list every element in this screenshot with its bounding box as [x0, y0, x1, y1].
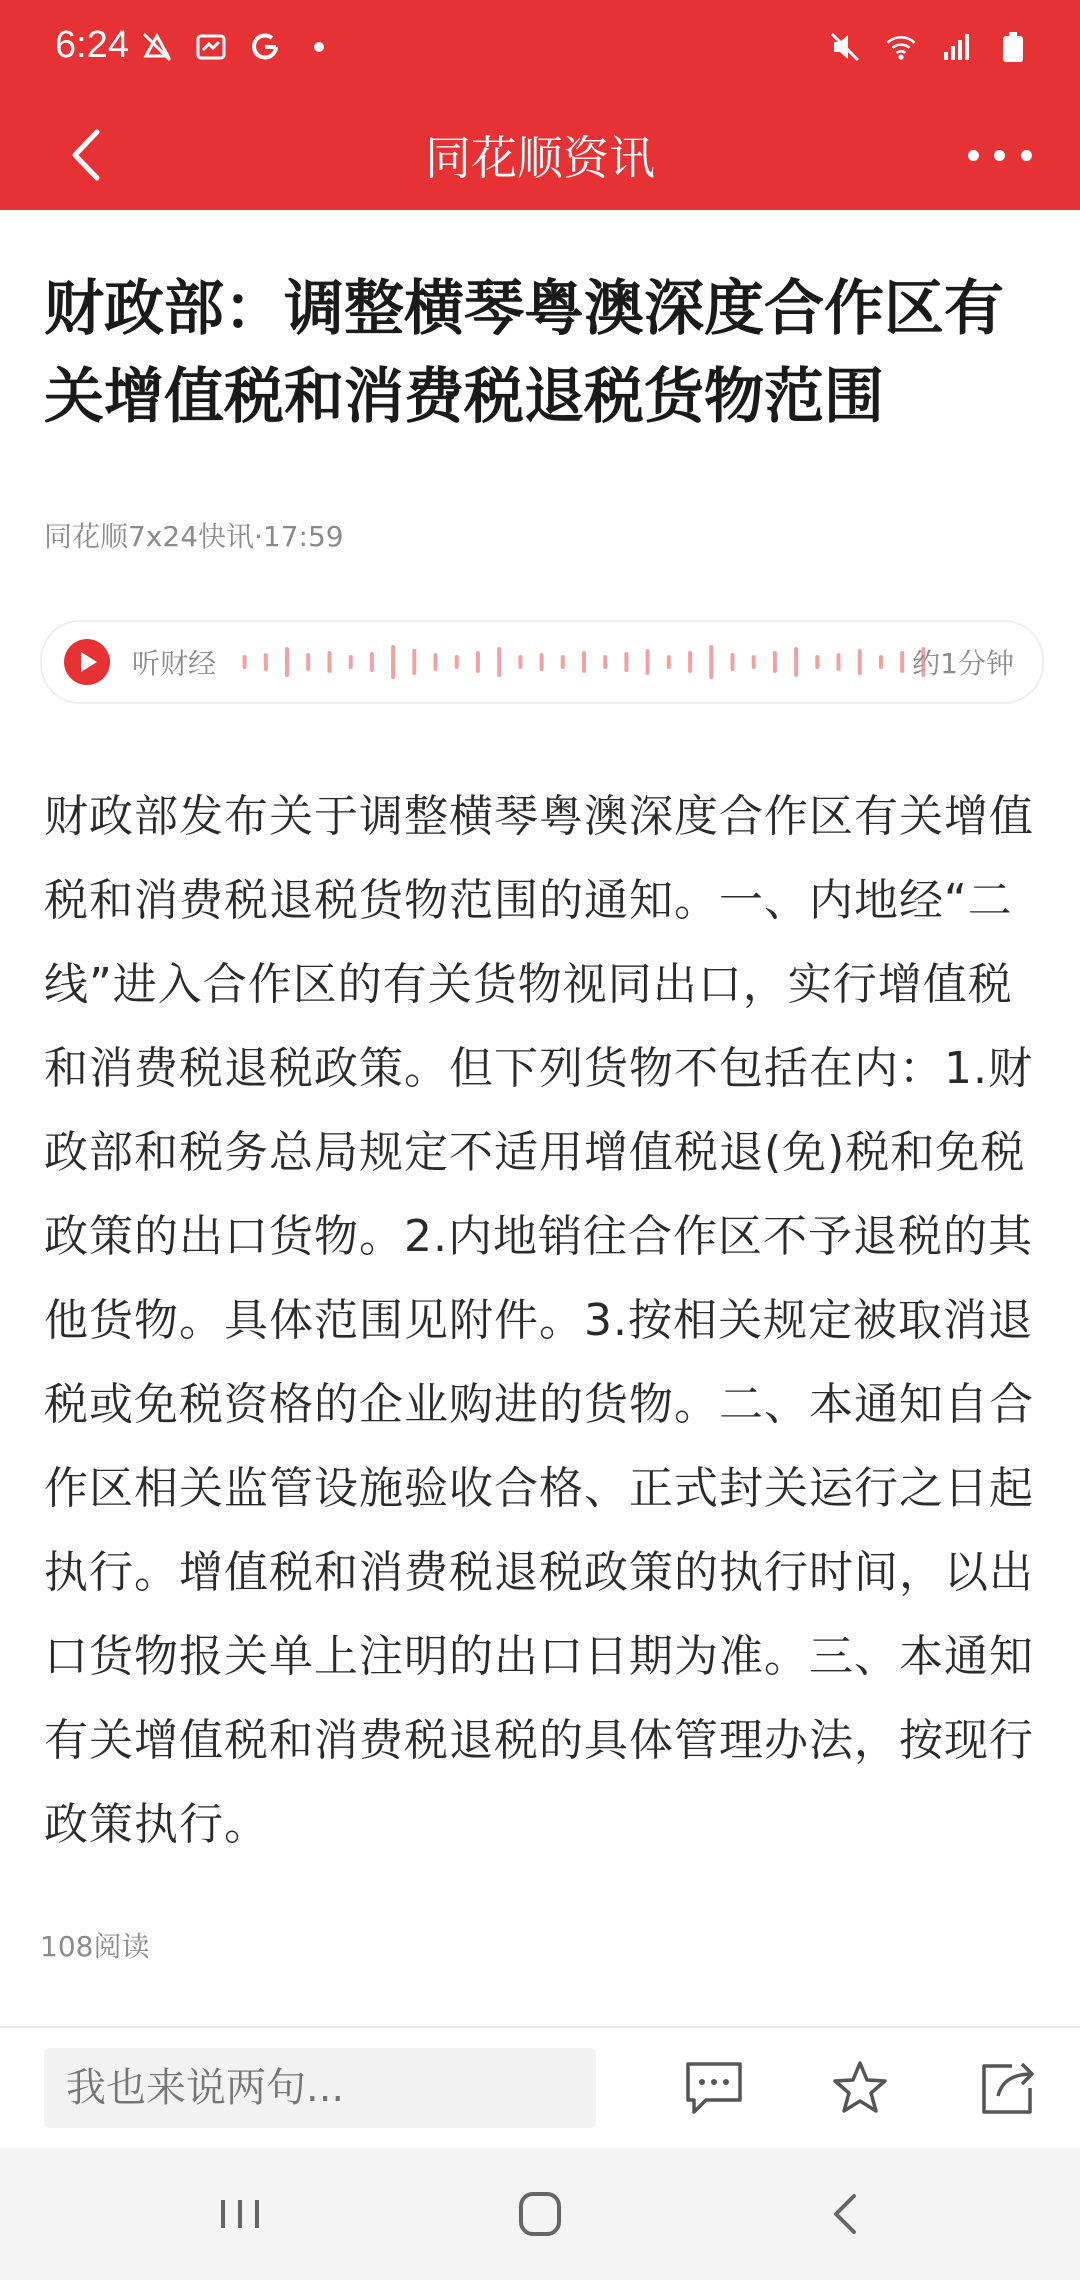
- waveform-bar: [879, 655, 883, 669]
- waveform-bar: [709, 645, 713, 679]
- article-body: 财政部发布关于调整横琴粤澳深度合作区有关增值税和消费税退税货物范围的通知。一、内地经“二线”进入合作区的有关货物视同出口，实行增值税和消费税退税政策。但下列货物不包括在内：1.财政部和税务总局规定不适用增值税退(免)税和免税政策的出口货物。2.内地销往合作区不予退税的其他货物。具体范围见附件。3.按相关规定被取消退税或免税资格的企业购进的货物。二、本通知自合作区相关监管设施验收合格、正式封关运行之日起执行。增值税和消费税退税政策的执行时间，以出口货物报关单上注明的出口日期为准。三、本通知有关增值税和消费税退税的具体管理办法，按现行政策执行。: [44, 791, 1034, 1850]
- audio-player[interactable]: [40, 620, 1044, 704]
- waveform-bar: [243, 655, 247, 669]
- waveform-bar: [603, 655, 607, 669]
- home-button[interactable]: [505, 2184, 575, 2244]
- comment-input[interactable]: [44, 2048, 596, 2128]
- waveform-bar: [582, 651, 586, 673]
- waveform-bar: [688, 651, 692, 673]
- play-button[interactable]: [64, 639, 110, 685]
- waveform-bar: [285, 647, 289, 677]
- audio-duration: 约1分钟: [912, 647, 1014, 680]
- home-icon: [505, 2184, 575, 2244]
- comment-button[interactable]: [682, 2058, 746, 2118]
- waveform-bar: [752, 655, 756, 669]
- nav-back-button[interactable]: [810, 2184, 880, 2244]
- waveform-bar: [773, 651, 777, 673]
- audio-label: 听财经: [132, 647, 217, 680]
- waveform-bar: [476, 651, 480, 673]
- mute-notification-icon: [140, 30, 174, 64]
- more-button[interactable]: [960, 130, 1040, 180]
- favorite-button[interactable]: [828, 2058, 892, 2118]
- silent-icon: [828, 30, 862, 64]
- waveform-bar: [667, 655, 671, 669]
- system-nav-bar: [0, 2148, 1080, 2280]
- dot-icon: [302, 30, 336, 64]
- page-title: 同花顺资讯: [425, 132, 655, 184]
- waveform-bar: [349, 655, 353, 669]
- waveform-bar: [306, 653, 310, 671]
- status-bar: [0, 0, 1080, 100]
- waveform-bar: [731, 653, 735, 671]
- wifi-icon: [884, 30, 918, 64]
- waveform-bar: [900, 651, 904, 673]
- waveform-bar: [434, 653, 438, 671]
- waveform-bar: [624, 652, 628, 672]
- article-meta: 同花顺7x24快讯·17:59: [44, 520, 344, 553]
- comment-icon: [682, 2058, 746, 2118]
- status-left-icons: [140, 30, 336, 64]
- read-count: 108阅读: [40, 1930, 150, 1963]
- recent-apps-icon: [205, 2184, 275, 2244]
- share-icon: [976, 2058, 1040, 2118]
- recent-apps-button[interactable]: [205, 2184, 275, 2244]
- more-horizontal-icon: [968, 150, 979, 161]
- share-button[interactable]: [976, 2058, 1040, 2118]
- waveform-bar: [391, 645, 395, 679]
- google-icon: [248, 30, 282, 64]
- article-headline: 财政部：调整横琴粤澳深度合作区有关增值税和消费税退税货物范围: [44, 274, 1004, 432]
- waveform-bar: [561, 655, 565, 669]
- status-time: 6:24: [55, 24, 129, 66]
- waveform-bar: [815, 655, 819, 669]
- app-bar: [0, 100, 1080, 210]
- waveform-bar: [794, 647, 798, 677]
- back-icon: [810, 2184, 880, 2244]
- waveform-bar: [412, 649, 416, 675]
- waveform-bar: [837, 653, 841, 671]
- waveform-bar: [264, 653, 268, 671]
- star-icon: [828, 2058, 892, 2118]
- more-horizontal-icon: [994, 150, 1005, 161]
- bottom-action-bar: [0, 2026, 1080, 2150]
- waveform-bar: [497, 647, 501, 677]
- waveform-bar: [858, 649, 862, 675]
- waveform-bar: [518, 655, 522, 669]
- audio-waveform: [234, 642, 934, 682]
- play-icon: [79, 651, 99, 673]
- waveform-bar: [328, 651, 332, 673]
- signal-icon: [940, 30, 974, 64]
- more-horizontal-icon: [1021, 150, 1032, 161]
- waveform-bar: [540, 653, 544, 671]
- battery-icon: [996, 30, 1030, 64]
- gallery-icon: [194, 30, 228, 64]
- waveform-bar: [455, 655, 459, 669]
- waveform-bar: [370, 652, 374, 672]
- waveform-bar: [646, 649, 650, 675]
- status-right-icons: [828, 30, 1030, 64]
